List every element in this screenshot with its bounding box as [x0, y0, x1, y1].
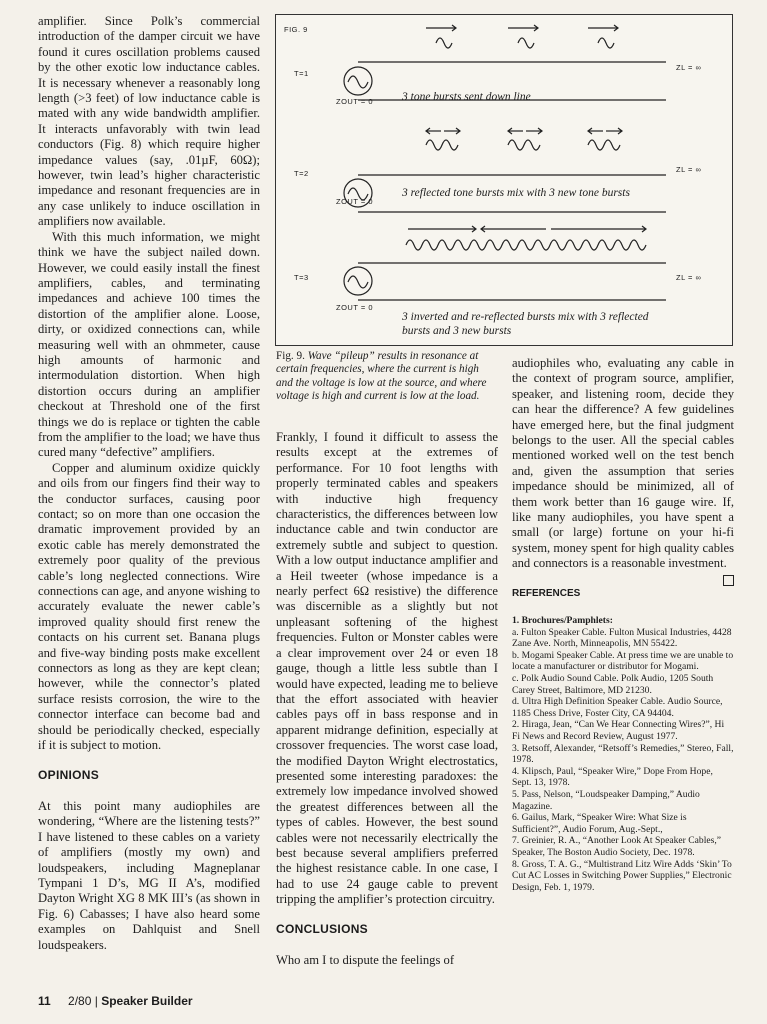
body-paragraph: Copper and aluminum oxidize quickly and oils from our fingers find their way to the conductor surfaces, causing poor contact; so on more than one occasion the dramatic improvement provided by an exotic cable has merely demonstrated the extremely poor quality of the previous cable’s long neglected connections. Wire connections can age, and anyone wishing to accurately evaluate the newer cable’s improved quality should first renew the contacts on his current set. Banana plugs and five-way binding posts make excellent connectors as long as they are kept clean; however, while the connector’s plated surface resists corrosion, the wire to the connector interface can become bad and should be periodically checked, especially if it is subject to motion. [38, 460, 260, 753]
figure-caption [276, 350, 498, 404]
tone-burst-mix [508, 140, 540, 150]
reference-item: 6. Gailus, Mark, “Speaker Wire: What Size is Sufficient?”, Audio Forum, Aug.-Sept., [512, 812, 687, 835]
time-label-1: T=1 [294, 69, 309, 78]
reference-item: b. Mogami Speaker Cable. At press time we are unable to locate a manufacturer or distributor for Mogami. [512, 649, 734, 673]
body-paragraph: amplifier. Since Polk’s commercial introduction of the damper circuit we have found it cures oscillation problems caused by the other exotic low inductance cables. It is necessary whenever a reasonably long length (>3 feet) of low inductance cable is mated with any wide bandwidth amplifier. It interacts unfavorably with twin lead conductors (Fig. 8) which require higher impedance values (say, .01µF, 60Ω); however, twin lead’s higher characteristic impedance and resonant frequencies are in any case unlikely to induce oscillation in amplifiers now available. [38, 14, 260, 229]
body-text: audiophiles who, evaluating any cable in the context of program source, amplifier, speaker, and listening room, decide they can hear the difference? A few guidelines have emerged here, but the final judgment belongs to the user. All the special cables mentioned worked well on the test bench and, given the assumption that series impedance should be minimized, all of them work better than 16 gauge wire. If, like many audiophiles, you have spent a small (or large) fortune on your hi-fi system, money spent for high quality cables and connectors is a reasonable investment. [512, 356, 734, 571]
end-mark-icon [723, 575, 734, 586]
time-label-2: T=2 [294, 169, 309, 178]
column-left [38, 14, 260, 953]
body-paragraph: At this point many audiophiles are wondering, “Where are the listening tests?” I have listened to these cables on a variety of amplifiers (mostly my own) and loudspeakers, including Magneplanar Tympani 1 D’s, MG II A’s, modified Dayton Wright XG 8 MK III’s (as shown in Fig. 6) Cabasses; I have also heard some examples on Dahlquist and Snell loudspeakers. [38, 798, 260, 952]
reference-item: 3. Retsoff, Alexander, “Retsoff’s Remedies,” Stereo, Fall, 1978. [512, 742, 734, 766]
time-label-3: T=3 [294, 273, 309, 282]
reference-item: 4. Klipsch, Paul, “Speaker Wire,” Dope From Hope, Sept. 13, 1978. [512, 765, 713, 789]
body-paragraph [512, 356, 734, 572]
issue-date: 2/80 | [68, 994, 98, 1008]
reference-item: 7. Greinier, R. A., “Another Look At Speaker Cables,” Speaker, The Boston Audio Society, Dec. 1978. [512, 835, 722, 858]
figure-caption-text: Wave “pileup” results in resonance at certain frequencies, where the current is high and the voltage is low at the source, and where voltage is high and current is low at the load. [276, 350, 487, 403]
row-caption-1: 3 tone bursts sent down line [402, 91, 531, 103]
tone-burst [598, 38, 614, 48]
body-paragraph: Frankly, I found it difficult to assess the results except at the extremes of performance. For 10 foot lengths with properly terminated cables and speakers with inductive high frequency characteristics, the differences between low inductance cable and twin conductor are extremely subtle and subject to question. With a low output inductance amplifier and a Heil tweeter (whose impedance is a nearly perfect 6Ω resistive) the difference was discernible as a slightly but not unpleasant softening of the highest frequencies. Fulton or Monster cables were a clear improvement over 24 or even 18 gauge, though a little less subtle than I would have expected, leading me to believe that the effort associated with heavier cables pays off in bass response and in apparent midrange definition, especially at crossover frequencies. The worst case load, the modified Dayton Wright electrostatics, presented some interesting paradoxes: the extremely low impedance involved showed the greatest differences between all the types of cables. However, the best sound cables were not necessarily electrically the best because several amplifiers preferred the highest resistance cable. In one case, I had to use 24 gauge cable to prevent tripping the amplifier’s protection circuitry. [276, 430, 498, 907]
figure-caption-lead: Fig. 9. [276, 350, 305, 362]
reference-item: 5. Pass, Nelson, “Loudspeaker Damping,” Audio Magazine. [512, 789, 700, 812]
figure-9-diagram [276, 15, 732, 345]
tone-burst [436, 38, 452, 48]
tone-burst-mix [426, 140, 458, 150]
reference-item: 2. Hiraga, Jean, “Can We Hear Connecting Wires?”, Hi Fi News and Record Review, August 1977. [512, 719, 725, 743]
section-heading-conclusions: CONCLUSIONS [276, 921, 368, 936]
tone-burst-mix [588, 140, 620, 150]
row-caption-2: 3 reflected tone bursts mix with 3 new tone bursts [402, 187, 630, 199]
reference-item: a. Fulton Speaker Cable. Fulton Musical Industries, 4428 Zane Ave. North, Minneapolis, MN 55422. [512, 626, 732, 650]
references-list [512, 615, 734, 893]
tone-burst-pileup [406, 240, 646, 250]
zout-label-3: ZOUT = 0 [336, 303, 373, 312]
column-right [512, 356, 734, 893]
figure-9 [275, 14, 733, 346]
zl-label-2: ZL = ∞ [676, 165, 702, 174]
references-heading: REFERENCES [512, 587, 581, 599]
zl-label-1: ZL = ∞ [676, 63, 702, 72]
page-number: 11 [38, 994, 51, 1008]
page-footer [38, 994, 193, 1008]
column-middle [276, 430, 498, 968]
magazine-name: Speaker Builder [101, 994, 193, 1008]
figure-label: FIG. 9 [284, 25, 308, 34]
reference-item: 1. Brochures/Pamphlets: [512, 615, 613, 627]
body-paragraph: Who am I to dispute the feelings of [276, 953, 455, 967]
zout-label-1: ZOUT = 0 [336, 97, 373, 106]
body-paragraph: With this much information, we might think we have the subject nailed down. However, we could easily install the finest amplifiers, cables, and terminating impedances and achieve 100 times the distortion of the amplifier alone. Loose, dirty, or oxidized connections can, while measuring well with an ohmmeter, cause high amounts of harmonic and intermodulation distortion. When high distortion occurs during an amplifier checkout at Threshold one of the first things we do is replace or tighten the cable from the amplifier to the load; we have thus cured many “defective” amplifiers. [38, 229, 260, 460]
section-heading-opinions: OPINIONS [38, 767, 100, 782]
tone-burst [518, 38, 534, 48]
reference-item: c. Polk Audio Sound Cable. Polk Audio, 1205 South Carey Street, Baltimore, MD 21230. [512, 673, 714, 696]
reference-item: d. Ultra High Definition Speaker Cable. Audio Source, 1185 Chess Drive, Foster City, CA 94404. [512, 696, 723, 719]
zout-label-2: ZOUT = 0 [336, 197, 373, 206]
zl-label-3: ZL = ∞ [676, 273, 702, 282]
source-sine-1 [348, 76, 368, 88]
row-caption-3: 3 inverted and re-reflected bursts mix with 3 reflected bursts and 3 new bursts [402, 311, 649, 337]
reference-item: 8. Gross, T. A. G., “Multistrand Litz Wire Adds ‘Skin’ To Cut AC Losses in Switching Power Supplies,” Electronic Design, Feb. 1, 1979. [512, 858, 732, 893]
